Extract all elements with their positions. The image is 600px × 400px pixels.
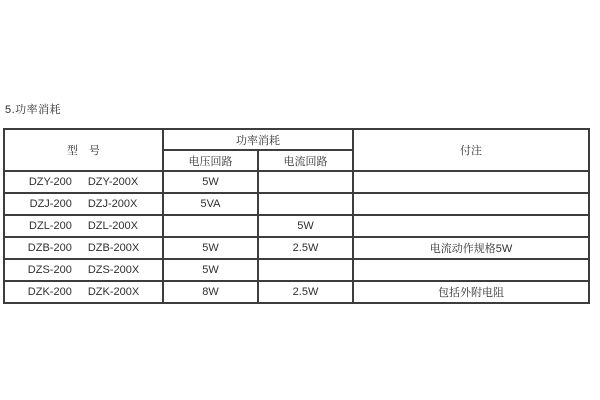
col-header-current-circuit: 电流回路 (258, 150, 353, 171)
model-name: DZL-200 (29, 220, 72, 232)
current-circuit-cell: 2.5W (258, 281, 353, 303)
table-row (4, 171, 589, 193)
voltage-circuit-cell: 5VA (163, 193, 258, 215)
model-cell (4, 281, 163, 303)
table-row (4, 215, 589, 237)
note-cell (353, 171, 589, 193)
note-cell (353, 259, 589, 281)
power-consumption-table (3, 128, 590, 304)
current-circuit-cell (258, 193, 353, 215)
model-cell (4, 171, 163, 193)
model-name-x: DZS-200X (87, 264, 140, 276)
table-row (4, 259, 589, 281)
note-cell (353, 215, 589, 237)
col-header-power: 功率消耗 (163, 129, 353, 150)
model-cell (4, 259, 163, 281)
current-circuit-cell (258, 171, 353, 193)
model-cell (4, 237, 163, 259)
col-header-note: 付注 (353, 129, 589, 171)
note-cell: 包括外附电阻 (353, 281, 589, 303)
voltage-circuit-cell: 5W (163, 171, 258, 193)
note-cell: 电流动作规格5W (353, 237, 589, 259)
model-name: DZJ-200 (29, 198, 72, 210)
model-name: DZY-200 (28, 176, 72, 188)
table-row (4, 193, 589, 215)
current-circuit-cell: 2.5W (258, 237, 353, 259)
model-name: DZK-200 (27, 286, 72, 298)
current-circuit-cell (258, 259, 353, 281)
model-name-x: DZY-200X (87, 176, 139, 188)
model-name: DZB-200 (27, 242, 72, 254)
note-cell (353, 193, 589, 215)
model-cell (4, 215, 163, 237)
model-name-x: DZB-200X (87, 242, 140, 254)
model-cell (4, 193, 163, 215)
table-row (4, 237, 589, 259)
col-header-voltage-circuit: 电压回路 (163, 150, 258, 171)
voltage-circuit-cell (163, 215, 258, 237)
col-header-model: 型 号 (4, 129, 163, 171)
section-heading: 5.功率消耗 (5, 104, 62, 116)
model-name-x: DZK-200X (87, 286, 140, 298)
model-name-x: DZJ-200X (87, 198, 138, 210)
table-header (4, 129, 589, 171)
voltage-circuit-cell: 5W (163, 259, 258, 281)
voltage-circuit-cell: 8W (163, 281, 258, 303)
model-name-x: DZL-200X (87, 220, 138, 232)
voltage-circuit-cell: 5W (163, 237, 258, 259)
model-name: DZS-200 (27, 264, 72, 276)
current-circuit-cell: 5W (258, 215, 353, 237)
table-body (4, 171, 589, 303)
table-row (4, 281, 589, 303)
header-row-top (4, 129, 589, 150)
